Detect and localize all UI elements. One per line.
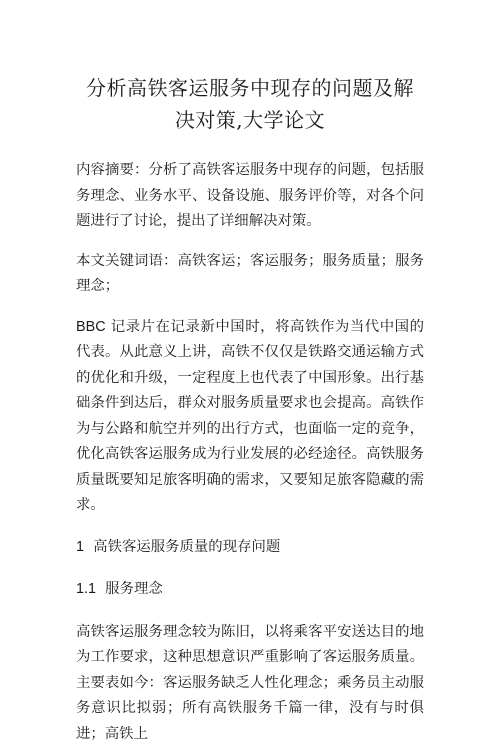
- section-1-1-paragraph: 高铁客运服务理念较为陈旧，以将乘客平安送达目的地为工作要求，这种思想意识严重影响了客运服务质量。主要表如今：客运服务缺乏人性化理念；乘务员主动服务意识比拟弱；所有高铁服务千篇一律，没有与时俱进；高铁上: [76, 620, 424, 747]
- subsection-title: 服务理念: [105, 581, 163, 597]
- subsection-number: 1.1: [76, 581, 96, 597]
- intro-paragraph: [76, 315, 424, 519]
- intro-prefix: BBC: [76, 319, 106, 335]
- keywords-paragraph: 本文关键词语：高铁客运；客运服务；服务质量；服务理念；: [76, 249, 424, 300]
- abstract-paragraph: 内容摘要：分析了高铁客运服务中现存的问题，包括服务理念、业务水平、设备设施、服务评价等，对各个问题进行了讨论，提出了详细解决对策。: [76, 158, 424, 235]
- document-title: 分析高铁客运服务中现存的问题及解决对策,大学论文: [76, 72, 424, 136]
- intro-text: 记录片在记录新中国时，将高铁作为当代中国的代表。从此意义上讲，高铁不仅仅是铁路交通运输方式的优化和升级，一定程度上也代表了中国形象。出行基础条件到达后，群众对服务质量要求也会提高。高铁作为与公路和航空并列的出行方式，也面临一定的竞争，优化高铁客运服务成为行业发展的必经途径。高铁服务质量既要知足旅客明确的需求，又要知足旅客隐藏的需求。: [76, 319, 424, 514]
- section-title: 高铁客运服务质量的现存问题: [93, 539, 280, 555]
- section-heading-1: [76, 535, 424, 561]
- section-heading-1-1: [76, 577, 424, 603]
- section-number: 1: [76, 539, 84, 555]
